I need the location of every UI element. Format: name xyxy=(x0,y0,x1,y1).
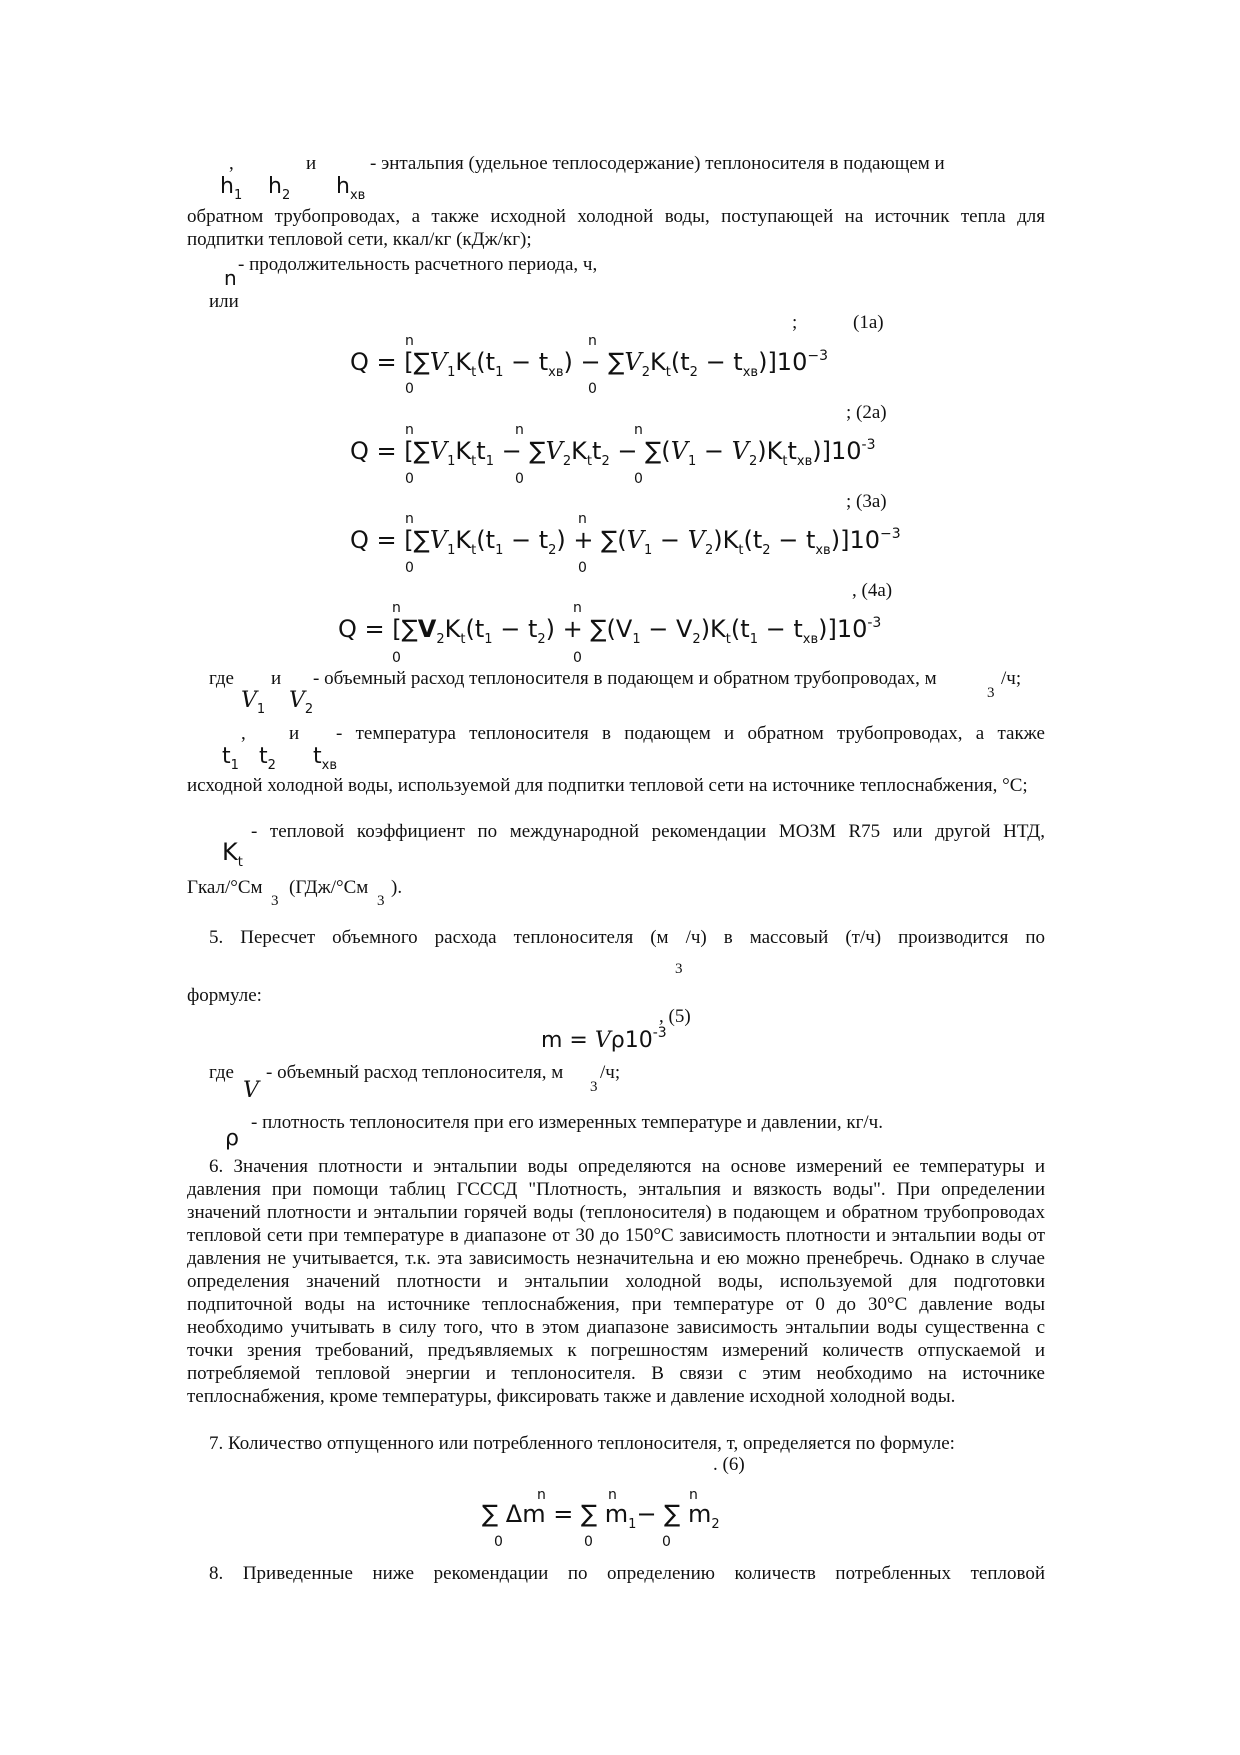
formula-5: $m = V\rho 10^{-3}$ xyxy=(541,1025,667,1053)
symbol-h1: $h_1$ xyxy=(220,174,243,203)
formula-3a-number: ; (3а) xyxy=(846,491,887,512)
text-unit-per-hour: /ч; xyxy=(1001,668,1022,689)
text-m3-sup: 3 xyxy=(987,685,995,701)
text-or: или xyxy=(209,291,239,312)
text-temperature-def: - температура теплоносителя в подающем и обратном трубопроводах, а также xyxy=(336,723,1045,744)
document-page: , и - энтальпия (удельное теплосодержание) теплоносителя в подающем и $h_1$ $h_2$ $h_{хв}$ обратном трубопроводах, а также исходной холодной воды, поступающей на источник тепла для подпитки тепловой сети, ккал/кг (кДж/кг); - продолжительность расчетного периода, ч, n или ; (1а) n 0 n 0 $Q = [\sum V_1K_t(t_1 - t_{хв}) - \sum V_2K_t(t_2 - t_{хв})]10^{-3}$ ; (2а) n 0 n 0 n 0 $Q = [\sum V_1K_tt_1 - \sum V_2K_tt_2 - \sum(V_1 - V_2)K_tt_{хв})]10^{-3}$ ; (3а) n 0 n 0 $Q = [\sum V_1K_t(t_1 - t_2) + \sum(V_1 - V_2)K_t(t_2 - t_{хв})]10^{-3}$ , (4а) n 0 n 0 $Q = [\sum V_2K_t(t_1 - t_2) + \sum(V_1 - V_2)K_t(t_1 - t_{хв})]10^{-3}$ где и - объемный расход теплоносителя в подающем и обратном трубопроводах, м 3 /ч; $V_1$ $V_2$ , и - температура теплоносителя в подающем и обратном трубопроводах, а также $t_1$ $t_2$ $t_{хв}$ исходной холодной воды, используемой для подпитки тепловой сети на источнике теплоснабжения, °С; - тепловой коэффициент по международной рекомендации МОЗМ R75 или другой НТД, $K_t$ Гкал/°См 3 (ГДж/°См 3 ). 5. Пересчет объемного расхода теплоносителя (м /ч) в массовый (т/ч) производится по 3 формуле: , (5) $m = V\rho 10^{-3}$ где - объемный расход теплоносителя, м 3 /ч; V - плотность теплоносителя при его измеренных температуре и давлении, кг/ч. ρ 6. Значения плотности и энтальпии воды определяются на основе измерений ее температуры и давления при помощи таблиц ГСССД "Плотность, энтальпия и вязкость воды". При определении значений плотности и энтальпии горячей воды (теплоносителя) в подающем и обратном трубопроводах тепловой сети при температуре в диапазоне от 30 до 150°С зависимость плотности и энтальпии воды от давления не учитывается, т.к. эта зависимость незначительна и ею можно пренебречь. Однако в случае определения значений плотности и энтальпии холодной воды, используемой для подготовки подпиточной воды на источнике теплоснабжения, при температуре от 0 до 30°С давление воды необходимо учитывать в силу того, что в этом диапазоне зависимость энтальпии воды существенна с точки зрения требований, предъявляемых к погрешностям измерений количеств отпускаемой и потребляемой тепловой энергии и теплоносителя. В связи с этим необходимо на источнике теплоснабжения, кроме температуры, фиксировать также и давление исходной холодной воды. 7. Количество отпущенного или потребленного теплоносителя, т, определяется по формуле: . (6) n 0 n 0 n 0 ∑ Δm = ∑ $m_1-$ ∑ $m_2$ 8. Приведенные ниже рекомендации по определению количеств потребленных тепловой xyxy=(187,153,1045,1584)
text-thermal-coef-def: - тепловой коэффициент по международной рекомендации МОЗМ R75 или другой НТД, xyxy=(251,821,1045,842)
text-volume-flow-def: - объемный расход теплоносителя в подающем и обратном трубопроводах, м xyxy=(313,668,937,689)
symbol-v1: $V_1$ xyxy=(241,688,266,717)
symbol-t1: $t_1$ xyxy=(222,744,239,773)
symbol-v: V xyxy=(243,1078,259,1103)
symbol-t2: $t_2$ xyxy=(259,744,276,773)
paragraph-temperature-cont: исходной холодной воды, используемой для подпитки тепловой сети на источнике теплоснабжения, °С; xyxy=(187,775,1028,796)
symbol-n: n xyxy=(224,266,237,290)
text-and: и xyxy=(306,153,317,174)
symbol-kt: $K_t$ xyxy=(222,838,243,870)
text-enthalpy-def: - энтальпия (удельное теплосодержание) теплоносителя в подающем и xyxy=(370,153,945,174)
paragraph-enthalpy-cont: обратном трубопроводах, а также исходной холодной воды, поступающей на источник тепла для подпитки тепловой сети, ккал/кг (кДж/кг); xyxy=(187,206,1045,250)
symbol-hxv: $h_{хв}$ xyxy=(336,174,366,203)
text-where-v-and: и xyxy=(271,668,282,689)
paragraph-5-sup: 3 xyxy=(675,961,683,977)
formula-5-number: , (5) xyxy=(659,1006,691,1027)
text-where-v: где xyxy=(209,668,234,689)
paragraph-6: 6. Значения плотности и энтальпии воды определяются на основе измерений ее температуры и давления при помощи таблиц ГСССД "Плотность, энтальпия и вязкость воды". При определении значений плотности и энтальпии горячей воды (теплоносителя) в подающем и обратном трубопроводах тепловой сети при температуре в диапазоне от 30 до 150°С зависимость плотности и энтальпии воды от давления не учитывается, т.к. эта зависимость незначительна и ею можно пренебречь. Однако в случае определения значений плотности и энтальпии холодной воды, используемой для подготовки подпиточной воды на источнике теплоснабжения, при температуре от 0 до 30°С давление воды необходимо учитывать в силу того, что в этом диапазоне зависимость энтальпии воды существенна с точки зрения требований, предъявляемых к погрешностям измерений количеств отпускаемой и потребляемой тепловой энергии и теплоносителя. В связи с этим необходимо на источнике теплоснабжения, кроме температуры, фиксировать также и давление исходной холодной воды. xyxy=(187,1156,1045,1407)
formula-1a-semicolon: ; xyxy=(792,312,798,333)
symbol-v2: $V_2$ xyxy=(289,688,314,717)
paragraph-5: 5. Пересчет объемного расхода теплоносителя (м /ч) в массовый (т/ч) производится по xyxy=(209,927,1045,948)
text-gcal-sup: 3 xyxy=(271,893,279,909)
symbol-txv: $t_{хв}$ xyxy=(313,744,337,773)
text-m3-sup-2: 3 xyxy=(590,1079,598,1095)
paragraph-7: 7. Количество отпущенного или потребленного теплоносителя, т, определяется по формуле: xyxy=(209,1433,955,1454)
text-t-comma: , xyxy=(241,723,246,744)
symbol-h2: $h_2$ xyxy=(268,174,291,203)
text-gj-unit: (ГДж/°См xyxy=(289,877,369,898)
text-gj-sup: 3 xyxy=(377,893,385,909)
text-where-2: где xyxy=(209,1062,234,1083)
formula-1a-number: (1а) xyxy=(853,312,884,333)
text-density-def: - плотность теплоносителя при его измеренных температуре и давлении, кг/ч. xyxy=(251,1112,883,1133)
text-comma: , xyxy=(229,153,234,174)
text-unit-per-hour-2: /ч; xyxy=(600,1062,621,1083)
text-period: - продолжительность расчетного периода, ч, xyxy=(238,254,598,275)
text-gj-close: ). xyxy=(391,877,403,898)
text-t-and: и xyxy=(289,723,300,744)
text-gcal-unit: Гкал/°См xyxy=(187,877,263,898)
formula-2a-number: ; (2а) xyxy=(846,402,887,423)
text-volume-flow-def-2: - объемный расход теплоносителя, м xyxy=(266,1062,564,1083)
paragraph-5-formula-label: формуле: xyxy=(187,985,262,1006)
symbol-rho: ρ xyxy=(225,1126,239,1151)
formula-6-number: . (6) xyxy=(713,1454,745,1475)
formula-4a-number: , (4а) xyxy=(852,580,893,601)
paragraph-8: 8. Приведенные ниже рекомендации по определению количеств потребленных тепловой xyxy=(209,1563,1045,1584)
